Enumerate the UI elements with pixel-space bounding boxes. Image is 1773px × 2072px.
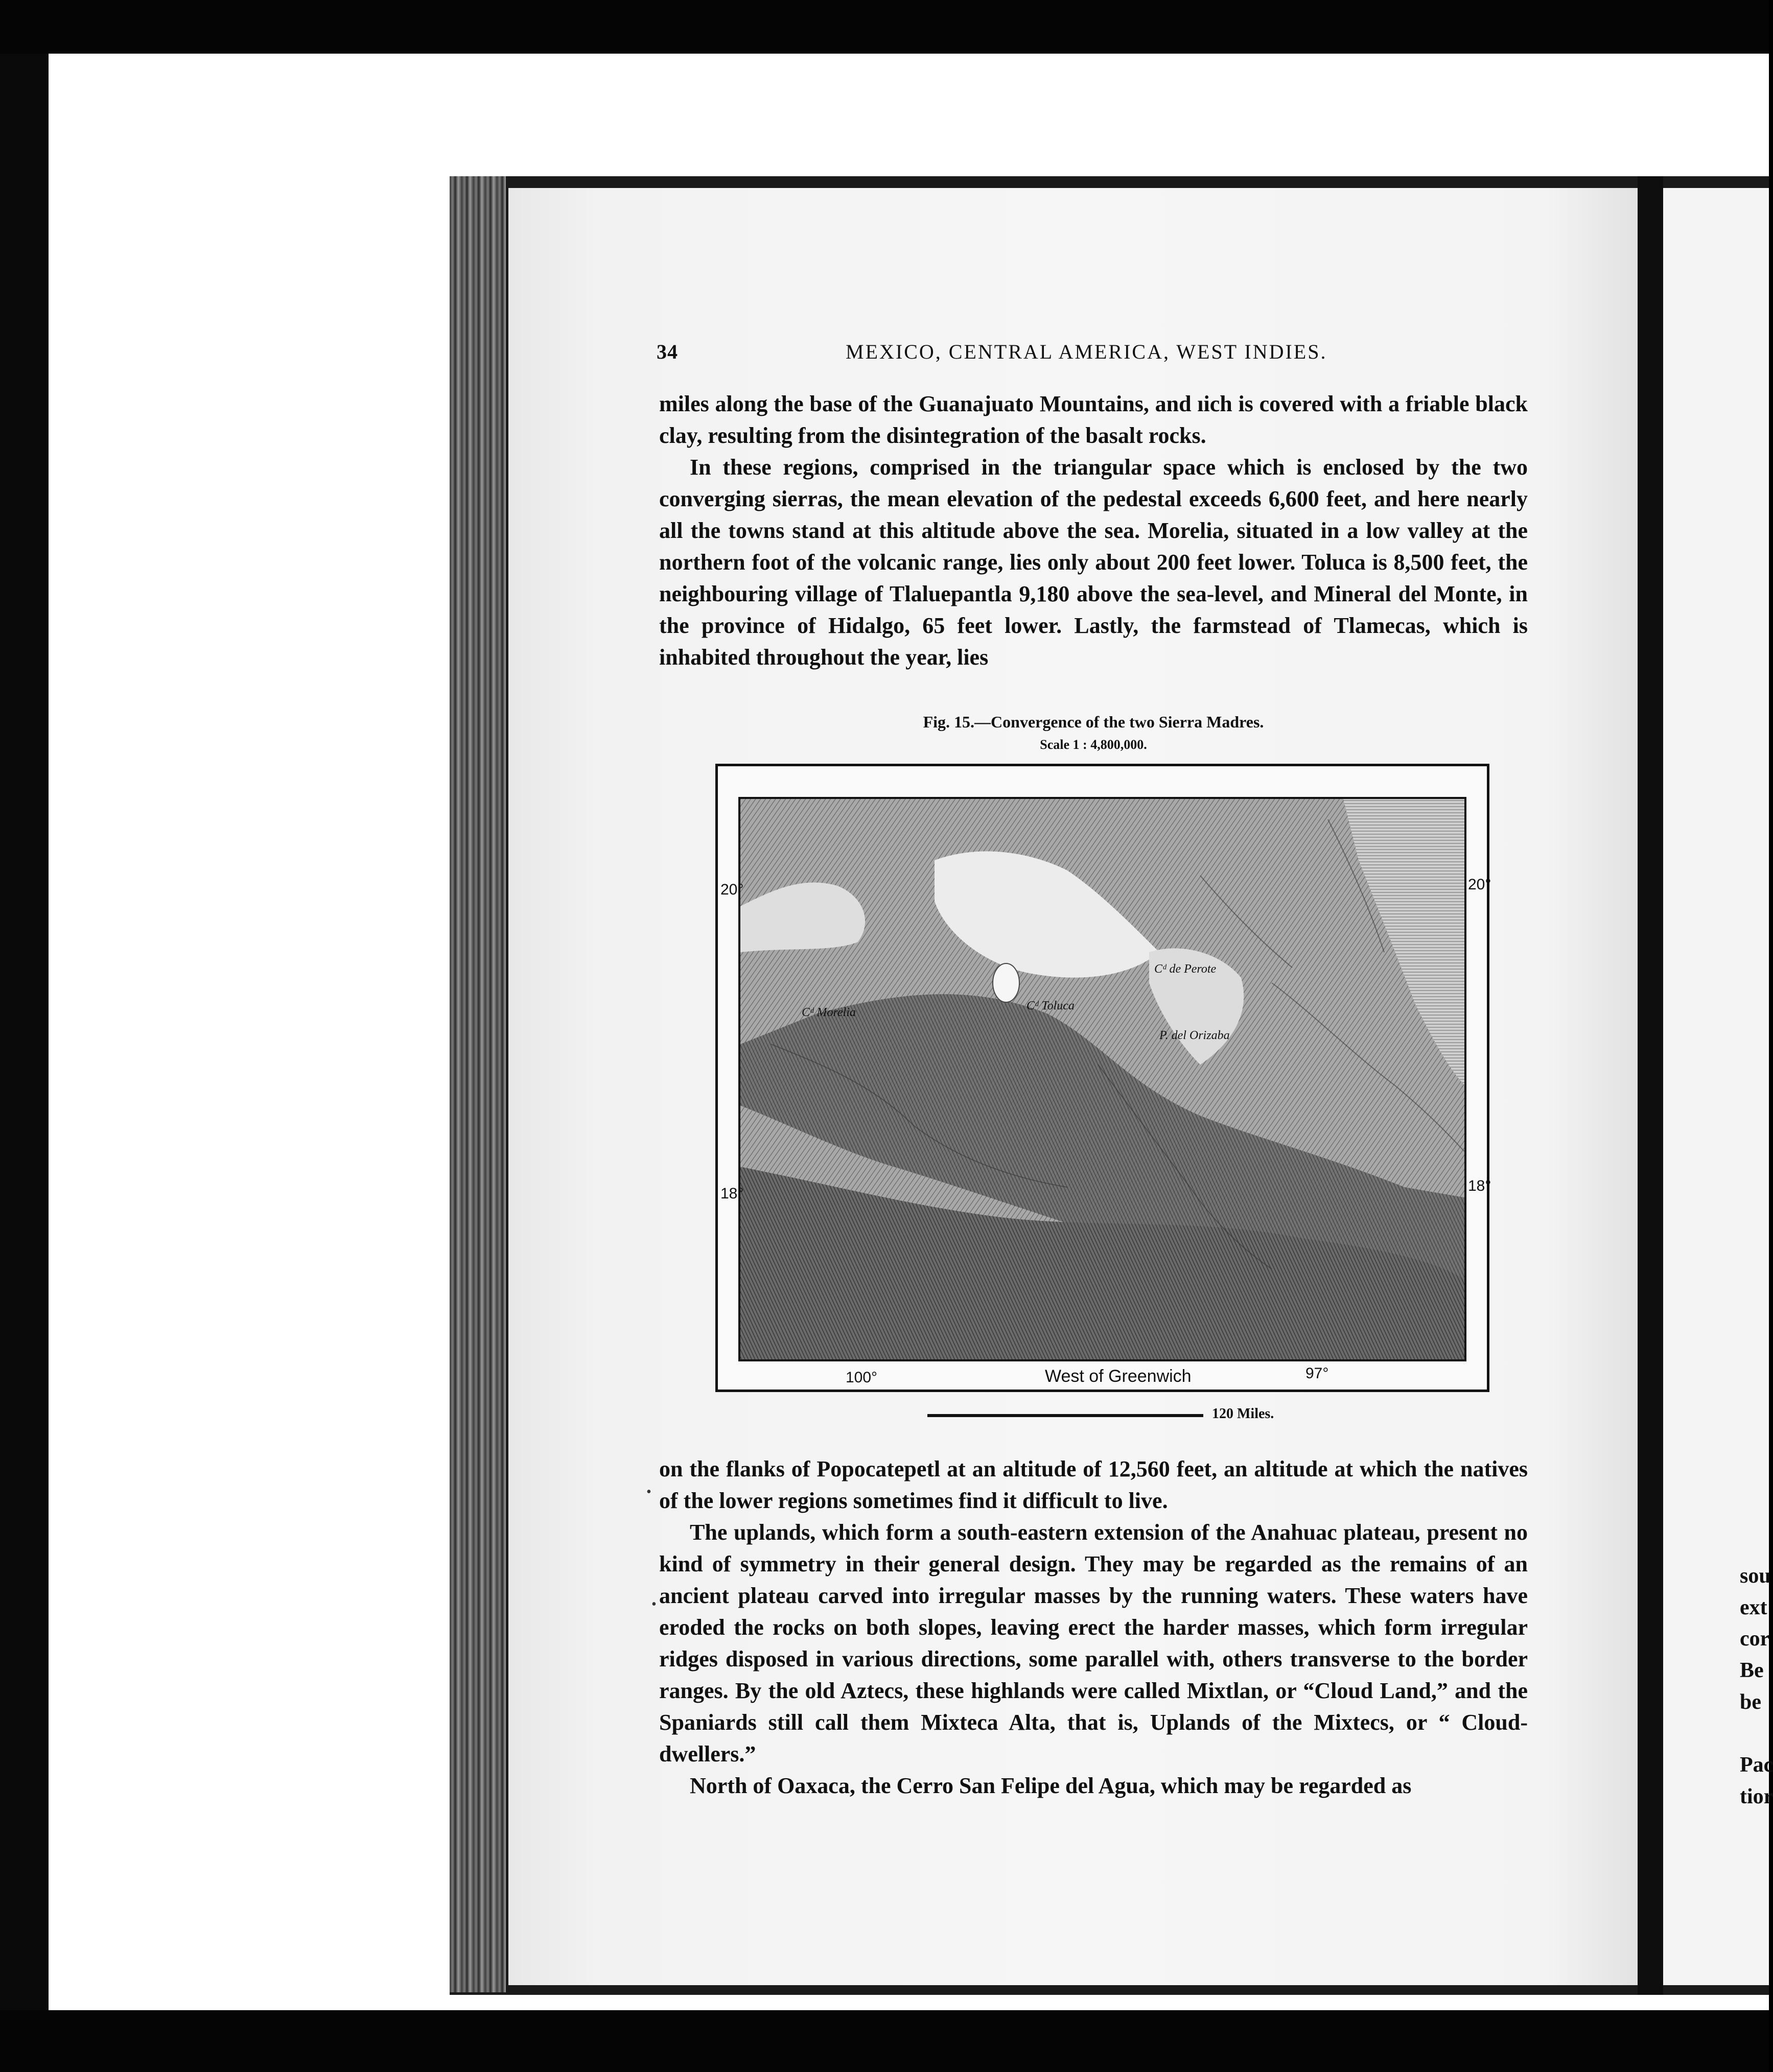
scan-bottom-border xyxy=(0,2010,1769,2072)
longitude-label: 100° xyxy=(846,1369,878,1386)
latitude-label: 20° xyxy=(1468,876,1491,893)
running-title: MEXICO, CENTRAL AMERICA, WEST INDIES. xyxy=(846,340,1327,363)
scale-bar-label: 120 Miles. xyxy=(1212,1406,1274,1422)
paragraph: The uplands, which form a south-eastern extension of the Anahuac plateau, present no kind of symmetry in their general design. They may be regarded as the remains of an ancient plateau carved into irregular masses by the running waters. These waters have eroded the rocks on both slopes, leaving erect the harder masses, which form irregular ridges disposed in various directions, some parallel with, others transverse to the border ranges. By the old Aztecs, these highlands were called Mixtlan, or “Cloud Land,” and the Spaniards still call them Mixteca Alta, that is, Uplands of the Mixtecs, or “ Cloud-dwellers.” xyxy=(659,1520,1528,1767)
figure-caption: Fig. 15.—Convergence of the two Sierra Madres. xyxy=(923,713,1264,731)
text-block-bottom xyxy=(659,1453,1528,1802)
right-page-fragment: Pac xyxy=(1740,1753,1773,1777)
svg-text:P. del Orizaba: P. del Orizaba xyxy=(1159,1029,1230,1042)
latitude-label: 18° xyxy=(1468,1178,1491,1194)
longitude-label: 97° xyxy=(1305,1365,1329,1382)
text-block-top xyxy=(659,388,1528,673)
scan-left-border xyxy=(0,54,49,2010)
paragraph: In these regions, comprised in the triangular space which is enclosed by the two converging sierras, the mean elevation of the pedestal exceeds 6,600 feet, and here nearly all the towns stand at this altitude above the sea. Morelia, situated in a low valley at the northern foot of the volcanic range, lies only about 200 feet lower. Toluca is 8,500 feet, the neighbouring village of Tlaluepantla 9,180 above the sea-level, and Mineral del Monte, in the province of Hidalgo, 65 feet lower. Lastly, the farmstead of Tlamecas, which is inhabited throughout the year, lies xyxy=(659,455,1528,670)
latitude-label: 18° xyxy=(720,1185,744,1202)
figure-scale: Scale 1 : 4,800,000. xyxy=(1040,737,1147,752)
right-page-fragment: ext xyxy=(1740,1596,1767,1619)
right-page-fragment: tior xyxy=(1740,1785,1773,1808)
right-page-fragment: Be xyxy=(1740,1659,1764,1682)
right-page-fragment: be xyxy=(1740,1690,1761,1714)
svg-text:Cᵈ Morelia: Cᵈ Morelia xyxy=(802,1006,856,1019)
paragraph: on the flanks of Popocatepetl at an altitude of 12,560 feet, an altitude at which the natives of the lower regions sometimes find it difficult to live. xyxy=(659,1456,1528,1513)
book-page-edges xyxy=(450,176,506,1992)
relief-map xyxy=(738,797,1466,1361)
latitude-label: 20° xyxy=(720,881,744,898)
scan-top-border xyxy=(0,0,1769,54)
relief-map-illustration xyxy=(740,799,1464,1359)
right-page-fragment: cor xyxy=(1740,1627,1770,1651)
paragraph: miles along the base of the Guanajuato Mountains, and ıich is covered with a friable black clay, resulting from the disintegration of the basalt rocks. xyxy=(659,391,1528,448)
map-figure xyxy=(715,764,1489,1392)
stray-mark: • xyxy=(651,1596,657,1612)
svg-text:Cᵈ Toluca: Cᵈ Toluca xyxy=(1027,999,1075,1013)
stray-mark: • xyxy=(646,1484,651,1500)
page-number: 34 xyxy=(657,340,678,363)
page-header xyxy=(657,340,1535,370)
scale-bar xyxy=(927,1414,1203,1417)
right-page-fragment: sou xyxy=(1740,1564,1771,1588)
svg-text:Cᵈ de Perote: Cᵈ de Perote xyxy=(1154,962,1217,976)
paragraph: North of Oaxaca, the Cerro San Felipe del Agua, which may be regarded as xyxy=(690,1773,1412,1798)
book-gutter xyxy=(1638,176,1663,1995)
map-footer-label: West of Greenwich xyxy=(1045,1367,1192,1386)
